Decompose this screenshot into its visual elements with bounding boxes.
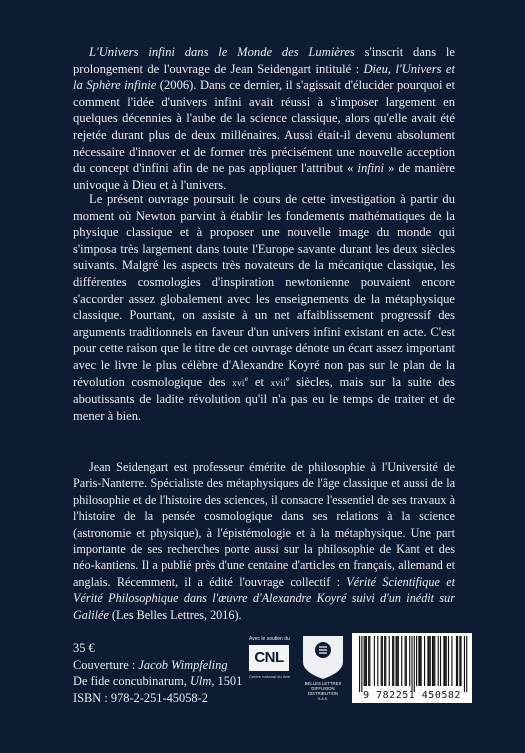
summary-text: Le présent ouvrage poursuit le cours de cette investigation à partir du moment où Newton parvint à établir les fondements mathématiques de la physique classique et à proposer une nouvelle image du monde qui s'imposa très largement dans toute l'Europe savante durant les deux siècles suivants. Malgré les aspects très novateurs de la mécanique classique, les différentes cosmologies d'inspiration newtonienne pouvaient encore s'accorder assez globalement avec les enseignements de la métaphysique classique. Pourtant, on assiste à un net affaiblissement progressif des arguments traditionnels en faveur d'un univers infini existant en acte. C'est pour cette raison que le titre de cet ouvrage dénote un écart assez important avec le livre le plus célèbre d'Alexandre Koyré non pas sur le plan de la révolution cosmologique des	[73, 192, 455, 389]
summary-text: s'inscrit dans le prolongement de l'ouvrage de Jean Seidengart intitulé :	[73, 45, 455, 76]
barcode-bar	[377, 636, 378, 686]
barcode-bar	[398, 636, 399, 686]
barcode-digits: 9 782251 450582	[363, 690, 461, 701]
belles-lettres-logo	[300, 633, 346, 701]
summary-text: » de manière univoque à Dieu et à l'univers.	[73, 161, 455, 192]
summary-text: et	[248, 374, 271, 389]
cnl-support-text: Avec le soutien du	[249, 636, 290, 642]
cover-city: Ulm	[189, 674, 212, 689]
barcode-bar	[445, 636, 446, 686]
barcode-bar	[382, 636, 383, 686]
summary-text: (2006). Dans ce dernier, il s'agissait d'élucider pourquoi et comment l'idée d'univers infini avait réussi à s'imposer largement en quelques décennies à l'aube de la science classique, alors qu'elle avait été rejetée durant plus de deux millénaires. Aussi était-il devenu absolument nécessaire d'innover et de former très précisément une nouvelle acception du concept d'infini afin de ne pas appliquer l'attribut «	[73, 78, 455, 176]
barcode-bar	[440, 636, 441, 686]
barcode-bar	[395, 636, 396, 686]
credits-block	[73, 640, 273, 706]
barcode-bar	[424, 636, 425, 686]
barcode-bar	[369, 636, 370, 686]
barcode-bars	[352, 636, 472, 692]
barcode-bar	[366, 636, 367, 686]
century-xvi: xvi	[232, 377, 245, 388]
barcode-bar	[418, 636, 419, 686]
svg-text:DIFFUSION: DIFFUSION	[311, 686, 335, 691]
barcode-bar	[393, 636, 394, 686]
cnl-mark: CNL	[249, 645, 289, 671]
barcode-bar	[432, 636, 433, 686]
book-title: L'Univers infini dans le Monde des Lumières	[89, 45, 355, 59]
barcode-bar	[443, 636, 444, 686]
cnl-logo	[249, 636, 293, 696]
barcode-bar	[434, 636, 435, 686]
cover-source	[73, 673, 273, 690]
barcode-bar	[464, 636, 465, 692]
barcode-bar	[451, 636, 452, 686]
barcode-bar	[460, 636, 461, 686]
previous-book-title: Dieu, l'Univers et la Sphère infinie	[73, 61, 455, 93]
barcode-bar	[374, 636, 375, 686]
barcode-bar	[392, 636, 393, 686]
barcode-bar	[414, 636, 415, 692]
cover-work: De fide concubinarum,	[73, 674, 190, 689]
barcode-bar	[359, 636, 360, 692]
barcode-bar	[429, 636, 430, 686]
cover-year: , 1501	[211, 674, 243, 689]
barcode-bar	[384, 636, 385, 686]
belles-lettres-emblem-icon	[300, 633, 346, 701]
barcode-bar	[448, 636, 449, 686]
cnl-subtitle: Centre national du livre	[249, 674, 291, 679]
barcode-bar	[416, 636, 417, 686]
barcode-bar	[385, 636, 386, 686]
barcode-bar	[433, 636, 434, 686]
barcode-bar	[459, 636, 460, 686]
svg-text:S.A.S.: S.A.S.	[318, 697, 328, 701]
price: 35 €	[73, 641, 95, 655]
barcode-bar	[419, 636, 420, 686]
barcode-bar	[389, 636, 390, 686]
barcode-bar	[397, 636, 398, 686]
barcode-bar	[368, 636, 369, 686]
summary-paragraph-2	[73, 191, 455, 424]
barcode-bar	[446, 636, 447, 686]
isbn-barcode	[352, 633, 472, 703]
barcode-bar	[438, 636, 439, 686]
barcode-bar	[421, 636, 422, 686]
barcode-bar	[409, 636, 410, 686]
century-suffix: e	[285, 373, 290, 383]
barcode-bar	[401, 636, 402, 686]
barcode-bar	[457, 636, 458, 686]
cover-credit	[73, 657, 273, 674]
infini-word: infini	[357, 161, 385, 176]
summary-paragraph-1	[73, 44, 455, 193]
svg-text:DISTRIBUTION: DISTRIBUTION	[307, 691, 339, 696]
barcode-bar	[430, 636, 431, 686]
cover-artist: Jacob Wimpfeling	[138, 657, 228, 672]
barcode-bar	[466, 636, 467, 692]
century-xvii: xvii	[270, 377, 286, 388]
barcode-bar	[365, 636, 366, 686]
summary-text: siècles, mais sur la suite des aboutissants de ladite révolution qu'il n'a pas eu le temps de traiter et de mener à bien.	[73, 374, 455, 423]
cover-label: Couverture :	[73, 657, 139, 672]
barcode-bar	[456, 636, 457, 686]
edited-book-title: Vérité Scientifique et Vérité Philosophique dans l'œuvre d'Alexandre Koyré suivi d'un inédit sur Galilée	[73, 574, 455, 622]
barcode-bar	[361, 636, 362, 692]
bio-text: (Les Belles Lettres, 2016).	[108, 607, 242, 622]
barcode-bar	[364, 636, 365, 686]
barcode-bar	[406, 636, 407, 686]
isbn: ISBN : 978-2-251-45058-2	[73, 690, 208, 705]
author-bio	[73, 459, 455, 623]
barcode-bar	[427, 636, 428, 686]
svg-text:BELLES LETTRES: BELLES LETTRES	[304, 681, 342, 686]
barcode-bar	[405, 636, 406, 686]
century-suffix: e	[244, 373, 249, 383]
bio-text: Jean Seidengart est professeur émérite de philosophie à l'Université de Paris-Nanterre. Spécialiste des métaphysiques de l'âge classique et aussi de la philosophie et de l'histoire des sciences, il consacre l'essentiel de ses travaux à l'histoire de la pensée cosmologique dans ses relations à la science (astronomie et physique), à l'épistémologie et à la métaphysique. Une part importante de ses recherches porte aussi sur la philosophie de Kant et des néo-kantiens. Il a publié près d'une centaine d'articles en français, allemand et anglais. Récemment, il a édité l'ouvrage collectif :	[73, 460, 455, 589]
barcode-bar	[411, 636, 412, 692]
barcode-bar	[381, 636, 382, 686]
